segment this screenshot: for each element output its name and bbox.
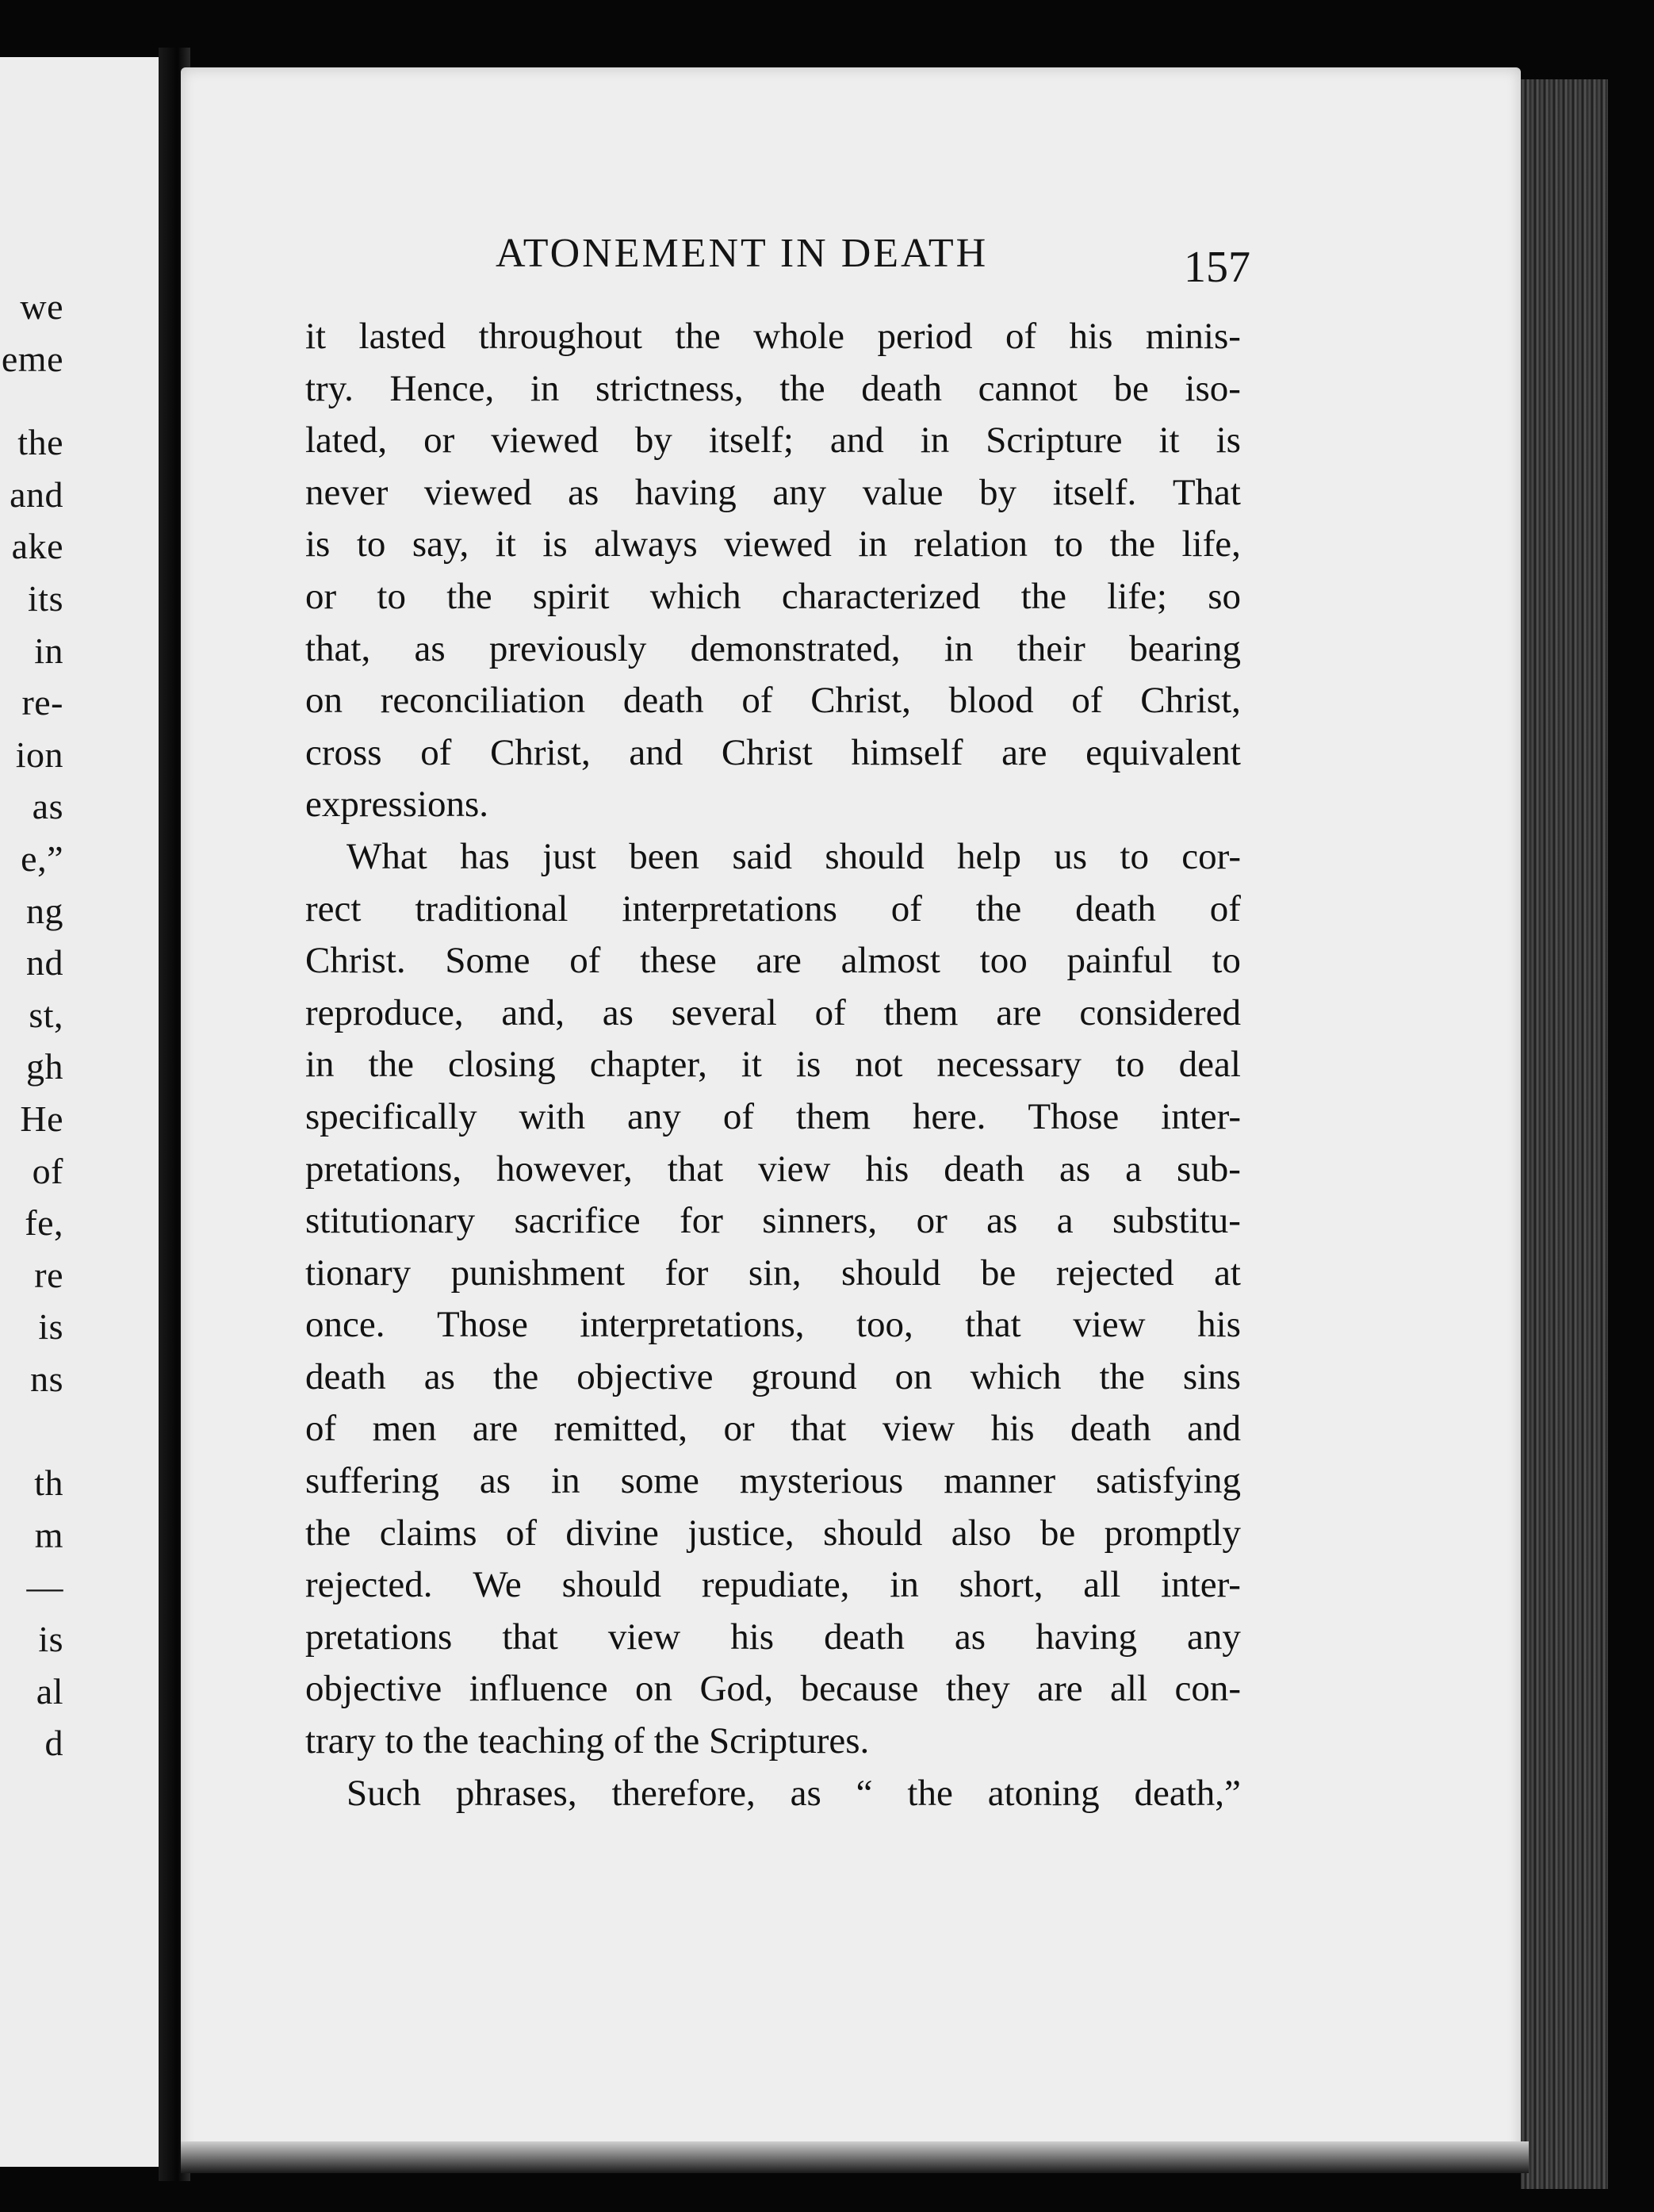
word: is: [305, 523, 331, 565]
word: to: [377, 575, 406, 617]
word: viewed: [423, 471, 532, 513]
word: try.: [305, 367, 354, 409]
text-line: [305, 1144, 1241, 1196]
word: it: [305, 316, 327, 357]
word: value: [862, 471, 944, 513]
word: whole: [753, 316, 845, 357]
word: that: [965, 1304, 1021, 1346]
word: the: [1020, 575, 1067, 617]
facing-page-left: [0, 57, 159, 2167]
word: therefore,: [611, 1772, 756, 1814]
word: his: [1069, 316, 1113, 357]
word: them: [883, 991, 959, 1033]
word: in: [551, 1460, 580, 1502]
word: is: [795, 1044, 821, 1086]
text-line: [305, 1663, 1241, 1716]
word: as: [479, 1460, 511, 1502]
word: divine: [565, 1512, 659, 1554]
word: death: [1070, 1408, 1151, 1450]
word: by: [979, 471, 1017, 513]
word: the: [675, 316, 721, 357]
word: on: [635, 1668, 673, 1710]
facing-page-fragment: ion: [15, 734, 63, 775]
word: reconciliation: [380, 680, 586, 722]
word: Christ: [721, 731, 813, 773]
word: say,: [412, 523, 469, 565]
word: that: [791, 1408, 847, 1450]
text-line: [305, 311, 1241, 363]
word: strictness,: [595, 367, 744, 409]
word: life;: [1107, 575, 1167, 617]
word: a: [1056, 1200, 1074, 1242]
word: viewed: [724, 523, 832, 565]
word: punishment: [450, 1252, 625, 1294]
running-head: ATONEMENT IN DEATH: [496, 231, 989, 276]
word: should: [823, 1512, 923, 1554]
word: are: [1001, 731, 1047, 773]
facing-page-fragment: —: [26, 1566, 63, 1608]
word: Christ.: [305, 940, 406, 982]
text-line: [305, 1351, 1241, 1404]
word: mysterious: [739, 1460, 904, 1502]
word: men: [372, 1408, 437, 1450]
word: it: [495, 523, 516, 565]
word: death: [944, 1148, 1025, 1190]
word: inter-: [1161, 1095, 1241, 1137]
word: never: [305, 471, 389, 513]
word: interpretations,: [580, 1304, 805, 1346]
word: considered: [1079, 991, 1241, 1033]
text-line: [305, 623, 1241, 676]
text-line: [305, 1455, 1241, 1508]
word: should: [841, 1252, 941, 1294]
word: having: [634, 471, 737, 513]
word: be: [1039, 1512, 1076, 1554]
text-line: [305, 1768, 1241, 1820]
word: influence: [469, 1668, 608, 1710]
word: however,: [496, 1148, 633, 1190]
word: is: [1216, 420, 1241, 462]
word: should: [825, 835, 925, 877]
word: has: [460, 835, 510, 877]
word: on: [305, 680, 343, 722]
word: these: [640, 940, 717, 982]
word: and: [629, 731, 683, 773]
word: or: [305, 575, 337, 617]
word: sinners,: [762, 1200, 878, 1242]
word: death: [824, 1616, 905, 1658]
word: so: [1208, 575, 1241, 617]
word: with: [519, 1095, 586, 1137]
facing-page-fragment: ake: [11, 526, 63, 567]
word: itself;: [708, 420, 794, 462]
word: That: [1172, 471, 1241, 513]
word: any: [627, 1095, 681, 1137]
word: viewed: [491, 420, 599, 462]
word: Such: [346, 1772, 421, 1814]
word: promptly: [1104, 1512, 1241, 1554]
word: death: [1075, 887, 1156, 930]
facing-page-fragment: re-: [21, 682, 63, 723]
word: and,: [501, 991, 565, 1033]
facing-page-fragment: st,: [29, 994, 63, 1035]
word: Christ,: [490, 731, 591, 773]
word: sacrifice: [514, 1200, 641, 1242]
word: them: [795, 1095, 871, 1137]
word: Hence,: [389, 367, 495, 409]
word: atoning: [987, 1772, 1100, 1814]
word: spirit: [532, 575, 610, 617]
word: the: [1099, 1355, 1145, 1397]
word: of: [1071, 680, 1103, 722]
word: life,: [1181, 523, 1241, 565]
word: substitu-: [1112, 1200, 1241, 1242]
word: view: [758, 1148, 831, 1190]
word: that: [502, 1616, 558, 1658]
word: cor-: [1181, 835, 1241, 877]
word: of: [569, 940, 601, 982]
word: because: [800, 1668, 919, 1710]
word: pretations,: [305, 1148, 462, 1190]
word: God,: [699, 1668, 774, 1710]
word: blood: [948, 680, 1034, 722]
word: his: [730, 1616, 775, 1658]
word: sins: [1182, 1355, 1241, 1397]
word: the: [779, 367, 825, 409]
word: We: [473, 1564, 522, 1606]
word: having: [1036, 1616, 1138, 1658]
text-line: [305, 1559, 1241, 1612]
facing-page-fragment: its: [28, 578, 63, 619]
word: that,: [305, 627, 371, 669]
word: it: [1158, 420, 1180, 462]
facing-page-fragment: as: [32, 786, 63, 827]
word: repudiate,: [701, 1564, 850, 1606]
facing-page-fragment: al: [36, 1670, 63, 1712]
word: iso-: [1185, 367, 1241, 409]
text-line: [305, 987, 1241, 1040]
word: once.: [305, 1304, 385, 1346]
word: ground: [751, 1355, 857, 1397]
facing-page-fragment: e,”: [21, 838, 63, 879]
word: characterized: [781, 575, 981, 617]
word: deal: [1178, 1044, 1241, 1086]
word: of: [722, 1095, 754, 1137]
word: view: [882, 1408, 955, 1450]
facing-page-fragment: He: [20, 1098, 63, 1139]
facing-page-fragment: fe,: [25, 1202, 63, 1244]
word: in: [944, 627, 974, 669]
word: which: [970, 1355, 1062, 1397]
word: death: [305, 1355, 386, 1397]
text-line: [305, 1091, 1241, 1144]
word: equivalent: [1085, 731, 1241, 773]
word: bearing: [1129, 627, 1241, 669]
word: also: [951, 1512, 1012, 1554]
word: too: [979, 940, 1028, 982]
word: the: [492, 1355, 539, 1397]
text-line: expressions.: [305, 784, 489, 826]
text-line: [305, 884, 1241, 936]
word: in: [920, 420, 950, 462]
word: their: [1017, 627, 1085, 669]
facing-page-fragment: ng: [26, 890, 63, 931]
word: to: [1120, 835, 1149, 877]
word: to: [1212, 940, 1241, 982]
word: at: [1214, 1252, 1241, 1294]
word: short,: [959, 1564, 1043, 1606]
word: “: [856, 1772, 873, 1814]
word: it: [741, 1044, 762, 1086]
word: of: [1209, 887, 1241, 930]
word: all: [1083, 1564, 1121, 1606]
word: the: [1109, 523, 1155, 565]
word: painful: [1066, 940, 1173, 982]
word: to: [1054, 523, 1084, 565]
word: always: [594, 523, 698, 565]
word: claims: [379, 1512, 477, 1554]
word: to: [356, 523, 386, 565]
word: in: [305, 1044, 335, 1086]
word: relation: [913, 523, 1028, 565]
word: in: [530, 367, 560, 409]
text-line: [305, 727, 1241, 780]
word: minis-: [1145, 316, 1241, 357]
word: are: [1037, 1668, 1083, 1710]
word: of: [505, 1512, 538, 1554]
facing-page-fragment: m: [34, 1514, 63, 1555]
word: con-: [1174, 1668, 1241, 1710]
page-bottom-shadow: [181, 2141, 1529, 2173]
word: the: [907, 1772, 953, 1814]
word: traditional: [415, 887, 569, 930]
word: of: [890, 887, 922, 930]
text-line: [305, 831, 1241, 884]
word: us: [1054, 835, 1088, 877]
word: his: [865, 1148, 909, 1190]
facing-page-fragment: th: [34, 1463, 63, 1504]
word: rect: [305, 887, 362, 930]
word: Those: [1028, 1095, 1120, 1137]
word: should: [561, 1564, 661, 1606]
page-stack-edges: [1521, 79, 1608, 2189]
word: of: [814, 991, 846, 1033]
word: view: [1073, 1304, 1146, 1346]
text-line: [305, 1612, 1241, 1664]
word: his: [990, 1408, 1035, 1450]
word: specifically: [305, 1095, 477, 1137]
word: as: [954, 1616, 986, 1658]
word: of: [741, 680, 773, 722]
word: a: [1125, 1148, 1142, 1190]
text-line: [305, 1299, 1241, 1351]
word: the: [446, 575, 492, 617]
facing-page-fragment: nd: [26, 942, 63, 983]
word: Christ,: [810, 680, 911, 722]
word: they: [945, 1668, 1010, 1710]
text-line: [305, 1403, 1241, 1455]
word: the: [368, 1044, 414, 1086]
word: are: [996, 991, 1042, 1033]
word: cannot: [978, 367, 1078, 409]
text-line: [305, 1039, 1241, 1091]
word: view: [607, 1616, 681, 1658]
word: any: [772, 471, 827, 513]
word: objective: [576, 1355, 714, 1397]
word: Scripture: [986, 420, 1123, 462]
word: What: [346, 835, 427, 877]
word: to: [1116, 1044, 1145, 1086]
facing-page-fragment: eme: [1, 338, 63, 379]
word: are: [756, 940, 802, 982]
word: rejected.: [305, 1564, 433, 1606]
word: reproduce,: [305, 991, 464, 1033]
word: all: [1110, 1668, 1148, 1710]
facing-page-fragment: is: [38, 1306, 63, 1348]
word: or: [723, 1408, 755, 1450]
word: interpretations: [622, 887, 837, 930]
word: as: [790, 1772, 821, 1814]
word: necessary: [936, 1044, 1082, 1086]
word: too,: [856, 1304, 913, 1346]
word: some: [620, 1460, 699, 1502]
word: by: [634, 420, 672, 462]
word: sin,: [748, 1252, 802, 1294]
text-line: trary to the teaching of the Scriptures.: [305, 1720, 870, 1762]
word: as: [414, 627, 446, 669]
word: or: [423, 420, 455, 462]
word: justice,: [687, 1512, 794, 1554]
word: suffering: [305, 1460, 439, 1502]
word: phrases,: [455, 1772, 577, 1814]
word: closing: [447, 1044, 556, 1086]
facing-page-fragment: in: [34, 630, 63, 671]
word: which: [649, 575, 741, 617]
word: as: [423, 1355, 455, 1397]
word: stitutionary: [305, 1200, 476, 1242]
word: be: [1113, 367, 1149, 409]
word: as: [568, 471, 599, 513]
text-line: [305, 415, 1241, 467]
word: lasted: [358, 316, 446, 357]
word: are: [472, 1408, 519, 1450]
facing-page-fragment: re: [34, 1254, 63, 1295]
word: objective: [305, 1668, 442, 1710]
facing-page-fragment: of: [32, 1150, 63, 1191]
word: as: [1059, 1148, 1091, 1190]
facing-page-fragment: the: [17, 422, 63, 463]
word: as: [986, 1200, 1018, 1242]
word: sub-: [1176, 1148, 1241, 1190]
word: tionary: [305, 1252, 412, 1294]
word: death,”: [1134, 1772, 1241, 1814]
word: any: [1187, 1616, 1241, 1658]
word: himself: [851, 731, 963, 773]
word: remitted,: [553, 1408, 688, 1450]
word: on: [894, 1355, 932, 1397]
word: almost: [840, 940, 940, 982]
facing-page-fragment: ns: [30, 1359, 63, 1399]
word: as: [602, 991, 634, 1033]
word: Christ,: [1140, 680, 1241, 722]
body-text: [305, 311, 1241, 1819]
text-line: [305, 1248, 1241, 1300]
word: pretations: [305, 1616, 453, 1658]
text-line: [305, 1508, 1241, 1560]
word: previously: [488, 627, 647, 669]
text-line: [305, 363, 1241, 416]
facing-page-fragment: we: [20, 286, 63, 327]
word: itself.: [1052, 471, 1137, 513]
word: is: [542, 523, 568, 565]
word: just: [542, 835, 596, 877]
word: his: [1197, 1304, 1241, 1346]
word: be: [980, 1252, 1017, 1294]
word: chapter,: [589, 1044, 707, 1086]
text-line: [305, 935, 1241, 987]
word: said: [732, 835, 793, 877]
word: inter-: [1161, 1564, 1241, 1606]
word: throughout: [478, 316, 642, 357]
text-line: [305, 675, 1241, 727]
facing-page-fragment: and: [10, 473, 63, 515]
word: lated,: [305, 420, 388, 462]
word: that: [667, 1148, 724, 1190]
facing-page-fragment: gh: [26, 1046, 63, 1087]
text-line: [305, 467, 1241, 519]
text-line: [305, 1195, 1241, 1248]
word: of: [1005, 316, 1037, 357]
word: period: [877, 316, 973, 357]
word: for: [680, 1200, 723, 1242]
word: rejected: [1055, 1252, 1174, 1294]
facing-page-fragment: is: [38, 1619, 63, 1659]
word: death: [861, 367, 943, 409]
word: and: [829, 420, 884, 462]
word: Some: [445, 940, 530, 982]
word: not: [855, 1044, 903, 1086]
word: of: [305, 1408, 337, 1450]
word: manner: [944, 1460, 1056, 1502]
word: and: [1187, 1408, 1241, 1450]
word: cross: [305, 731, 382, 773]
word: for: [664, 1252, 709, 1294]
word: demonstrated,: [690, 627, 901, 669]
word: or: [916, 1200, 948, 1242]
word: several: [671, 991, 777, 1033]
word: Those: [436, 1304, 528, 1346]
page-number: 157: [1184, 243, 1250, 292]
text-line: [305, 571, 1241, 623]
word: satisfying: [1096, 1460, 1241, 1502]
word: in: [890, 1564, 919, 1606]
word: the: [305, 1512, 351, 1554]
facing-page-fragment: d: [44, 1723, 63, 1764]
word: in: [858, 523, 887, 565]
word: here.: [912, 1095, 986, 1137]
word: of: [420, 731, 452, 773]
word: the: [975, 887, 1022, 930]
text-line: [305, 519, 1241, 571]
word: help: [957, 835, 1021, 877]
word: been: [629, 835, 700, 877]
word: death: [622, 680, 704, 722]
